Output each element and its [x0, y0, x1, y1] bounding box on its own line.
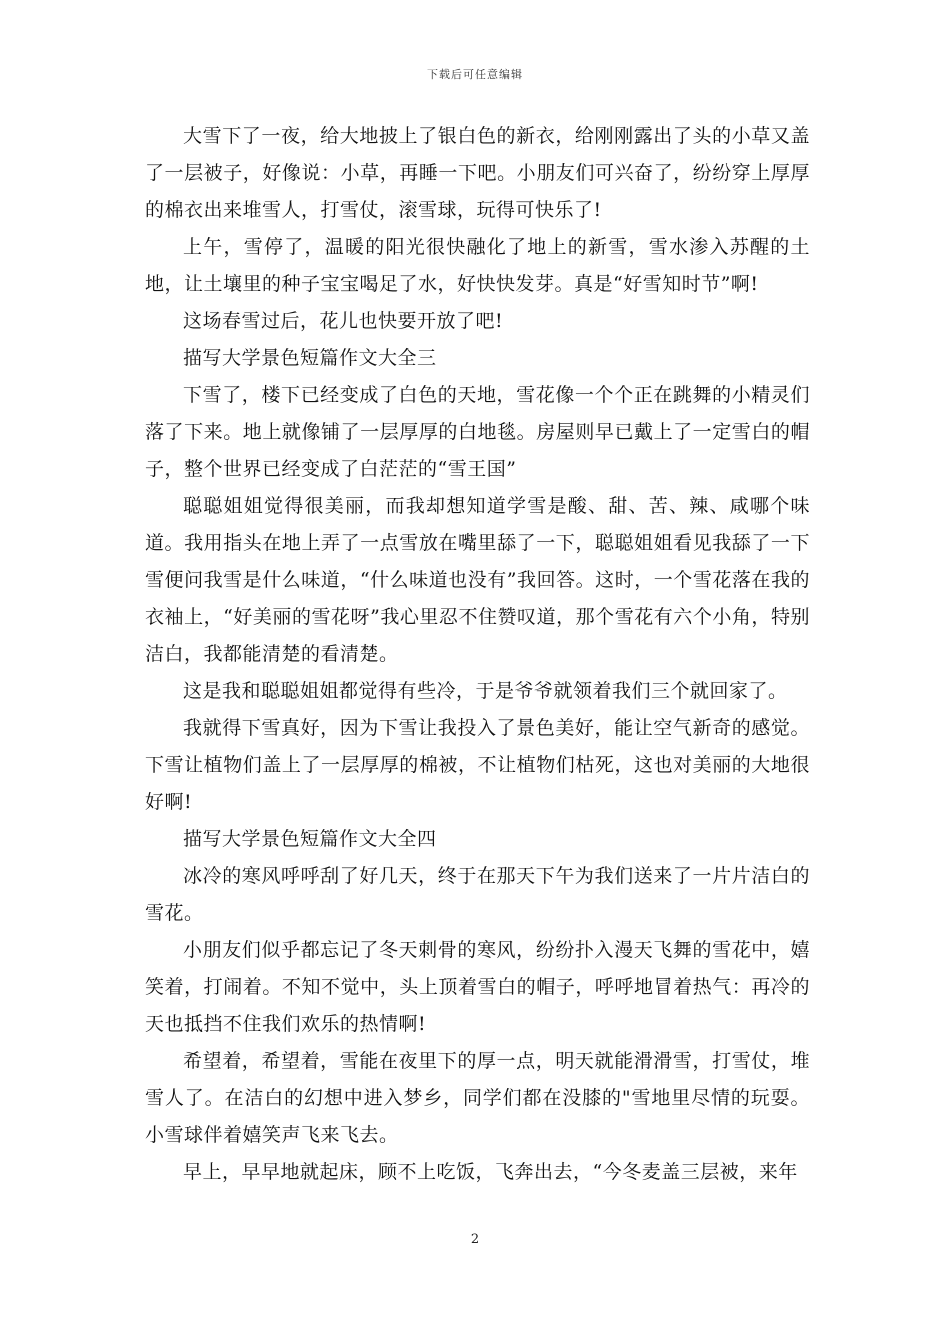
paragraph: 这是我和聪聪姐姐都觉得有些冷，于是爷爷就领着我们三个就回家了。 — [183, 680, 788, 702]
paragraph: 希望着，希望着，雪能在夜里下的厚一点，明天就能滑滑雪，打雪仗，堆雪人了。在洁白的幻想中进入梦乡，同学们都在没膝的"雪地里尽情的玩耍。小雪球伴着嬉笑声飞来飞去。 — [145, 1050, 810, 1146]
paragraph: 下雪了，楼下已经变成了白色的天地，雪花像一个个正在跳舞的小精灵们落了下来。地上就像铺了一层厚厚的白地毯。房屋则早已戴上了一定雪白的帽子，整个世界已经变成了白茫茫的“雪王国” — [145, 384, 810, 480]
paragraph: 我就得下雪真好，因为下雪让我投入了景色美好，能让空气新奇的感觉。下雪让植物们盖上了一层厚厚的棉被，不让植物们枯死，这也对美丽的大地很好啊! — [145, 717, 810, 813]
paragraph: 早上，早早地就起床，顾不上吃饭，飞奔出去，“今冬麦盖三层被，来年 — [183, 1161, 798, 1183]
page-number: 2 — [470, 1232, 480, 1247]
document-body — [145, 118, 810, 1191]
paragraph: 聪聪姐姐觉得很美丽，而我却想知道学雪是酸、甜、苦、辣、咸哪个味道。我用指头在地上弄了一点雪放在嘴里舔了一下，聪聪姐姐看见我舔了一下雪便问我雪是什么味道，“什么味道也没有”我回答。这时，一个雪花落在我的衣袖上，“好美丽的雪花呀”我心里忍不住赞叹道，那个雪花有六个小角，特别洁白，我都能清楚的看清楚。 — [145, 495, 810, 665]
paragraph: 这场春雪过后，花儿也快要开放了吧! — [183, 310, 504, 332]
page-header: 下载后可任意编辑 — [427, 68, 523, 81]
section-heading: 描写大学景色短篇作文大全三 — [183, 347, 437, 369]
section-heading: 描写大学景色短篇作文大全四 — [183, 828, 437, 850]
paragraph: 小朋友们似乎都忘记了冬天刺骨的寒风，纷纷扑入漫天飞舞的雪花中，嬉笑着，打闹着。不知不觉中，头上顶着雪白的帽子，呼呼地冒着热气：再冷的天也抵挡不住我们欢乐的热情啊! — [145, 939, 810, 1035]
paragraph: 大雪下了一夜，给大地披上了银白色的新衣，给刚刚露出了头的小草又盖了一层被子，好像说：小草，再睡一下吧。小朋友们可兴奋了，纷纷穿上厚厚的棉衣出来堆雪人，打雪仗，滚雪球，玩得可快乐了! — [145, 125, 810, 221]
paragraph: 冰冷的寒风呼呼刮了好几天，终于在那天下午为我们送来了一片片洁白的雪花。 — [145, 865, 810, 924]
paragraph: 上午，雪停了，温暖的阳光很快融化了地上的新雪，雪水渗入苏醒的土地，让土壤里的种子宝宝喝足了水，好快快发芽。真是“好雪知时节”啊! — [145, 236, 810, 295]
